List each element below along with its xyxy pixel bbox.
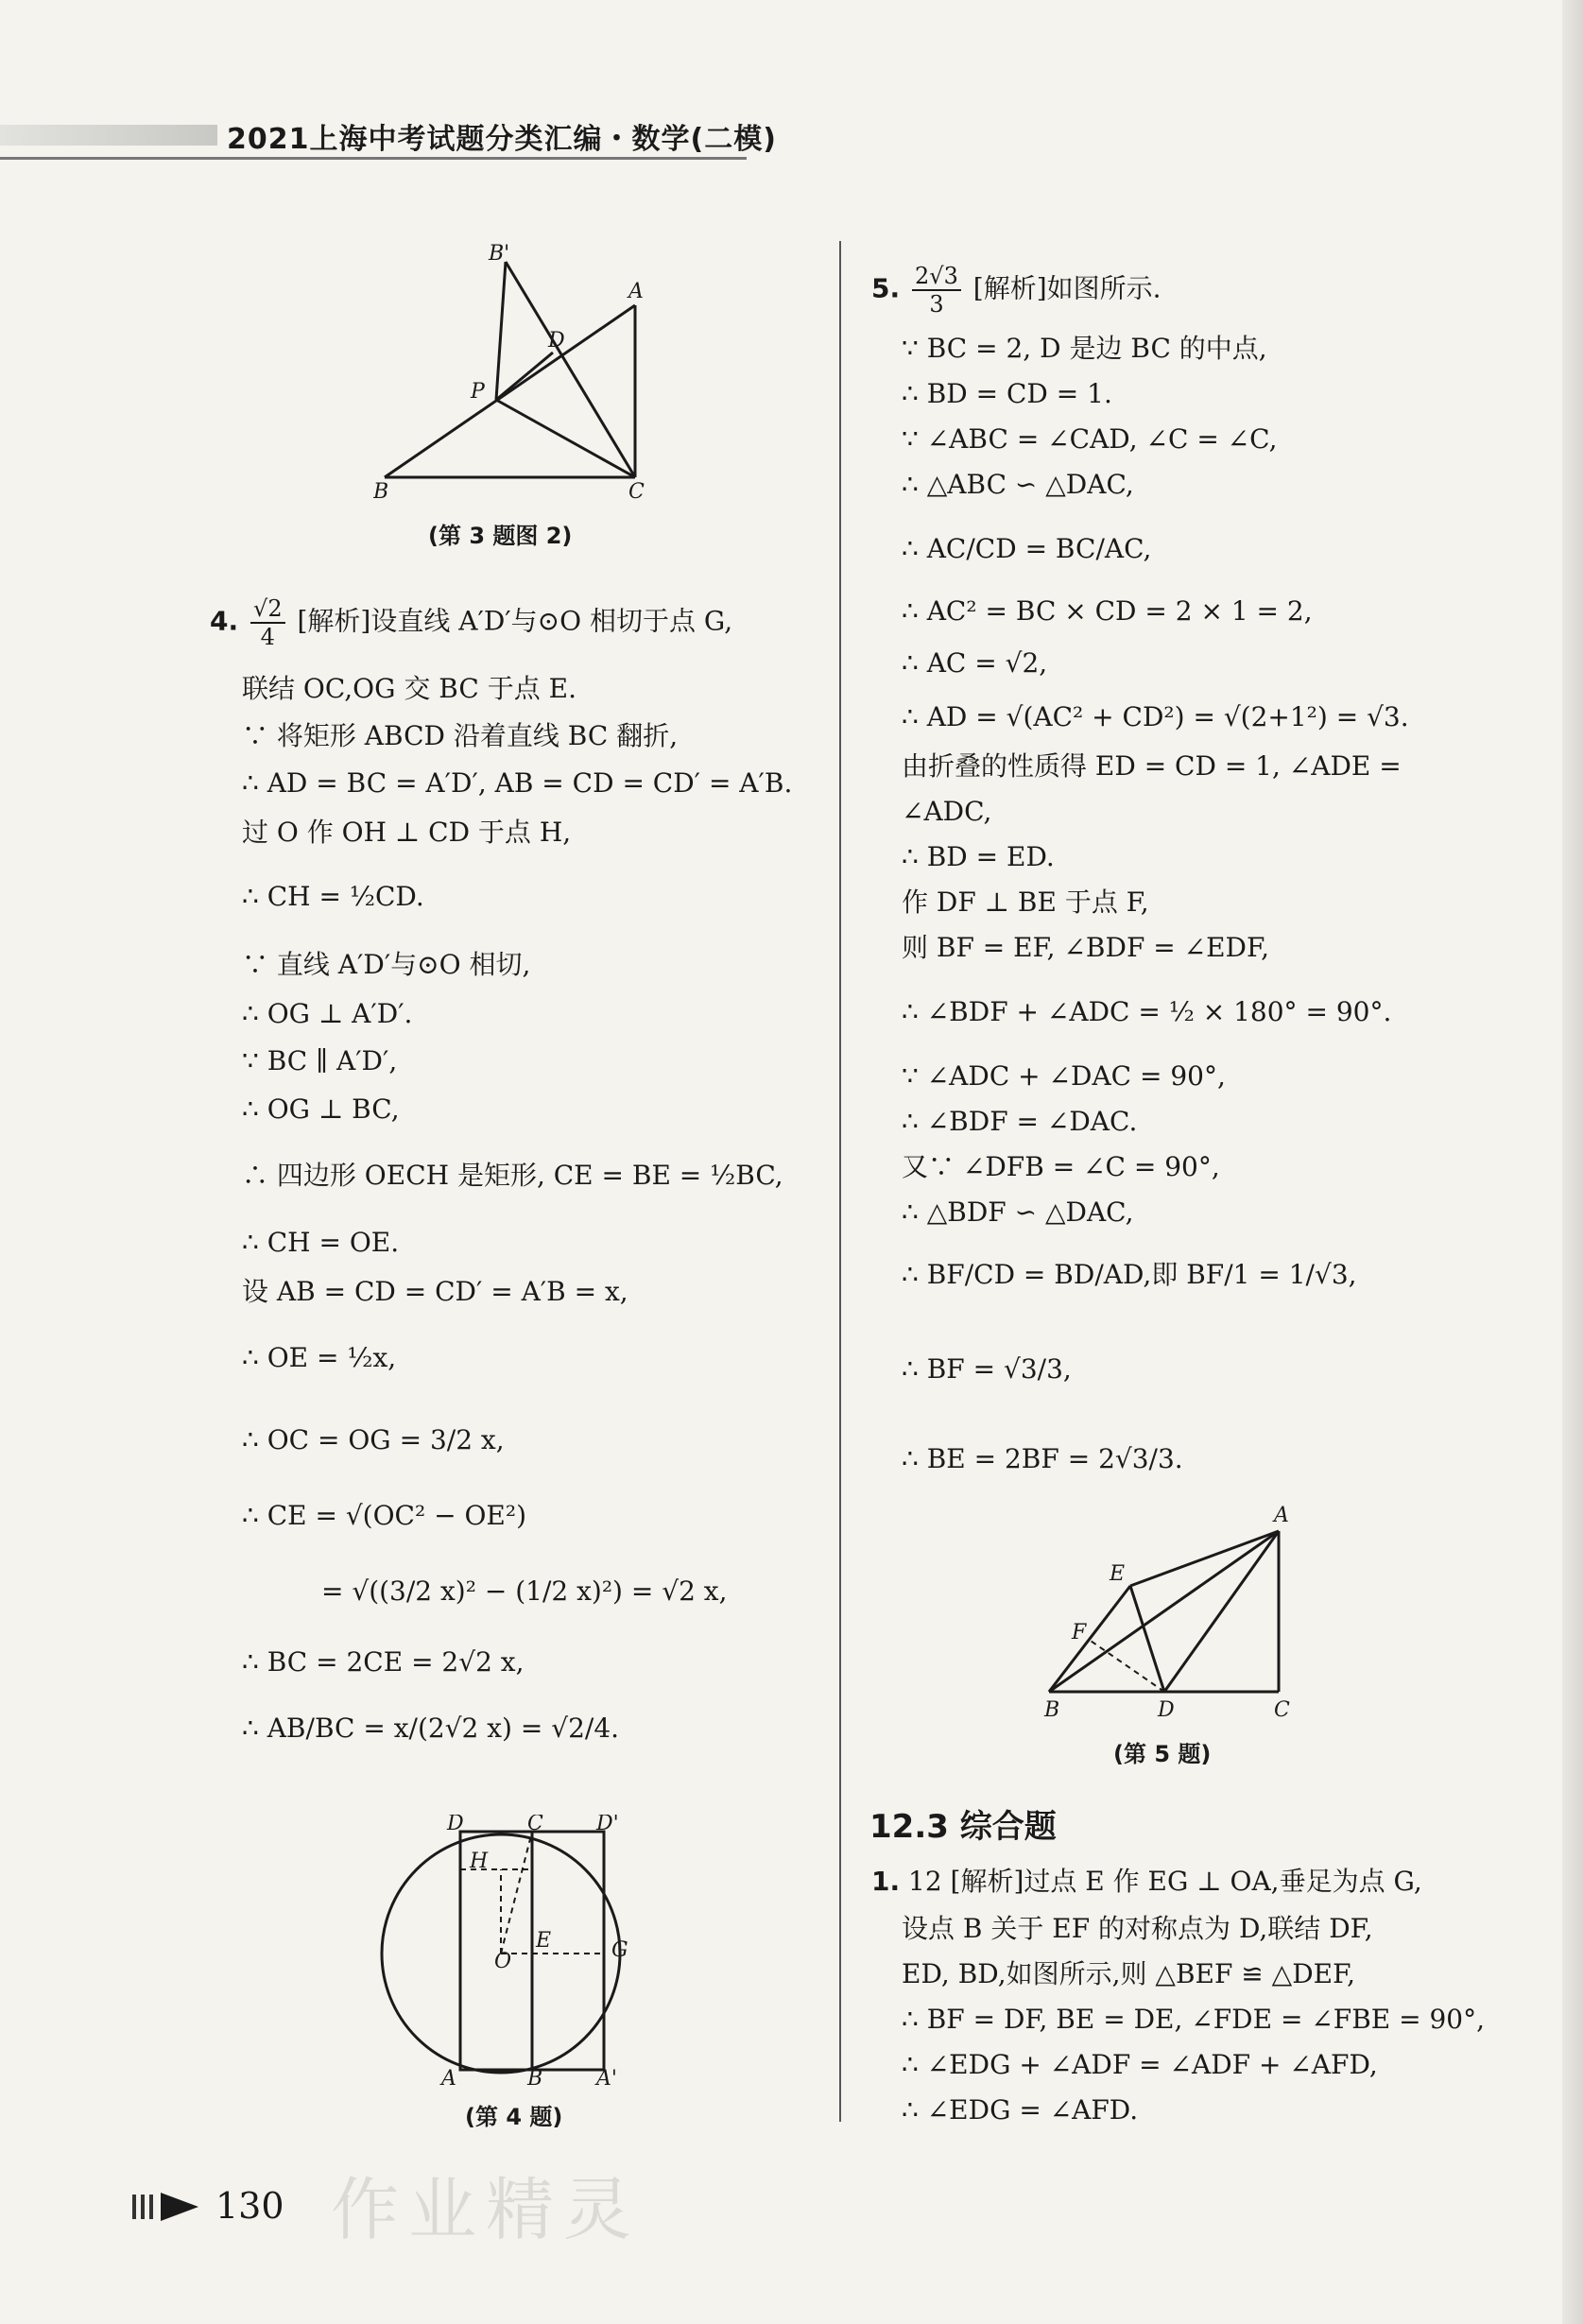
fig3-label-d: D [548, 329, 565, 353]
q4-line-5: ∴ CH = ½CD. [242, 881, 424, 912]
fig4-label-h: H [470, 1850, 489, 1873]
watermark-text: 作业精灵 [331, 2170, 642, 2249]
q5-line-20: ∴ BF = √3/3, [902, 1353, 1072, 1385]
q4-line-10: ∴ 四边形 OECH 是矩形, CE = BE = ½BC, [242, 1160, 783, 1191]
fig3-label-b: B [373, 480, 389, 504]
figure-3-diagram [373, 241, 657, 506]
fig4-label-o: O [494, 1950, 512, 1973]
q5-line-21: ∴ BE = 2BF = 2√3/3. [902, 1443, 1183, 1474]
q4-line-2: ∵ 将矩形 ABCD 沿着直线 BC 翻折, [242, 720, 679, 751]
q5-line-9: 由折叠的性质得 ED = CD = 1, ∠ADE = [902, 750, 1402, 782]
q4-answer-den: 4 [260, 624, 275, 650]
q5-line-3: ∵ ∠ABC = ∠CAD, ∠C = ∠C, [902, 423, 1278, 455]
fig4-label-d: D [447, 1815, 464, 1835]
q5-line-6: ∴ AC² = BC × CD = 2 × 1 = 2, [902, 595, 1313, 627]
q4-header [210, 595, 732, 650]
q4-line-6: ∵ 直线 A′D′与⊙O 相切, [242, 949, 531, 980]
q5-line-14: ∴ ∠BDF + ∠ADC = ½ × 180° = 90°. [902, 996, 1392, 1027]
q4-line-0: [解析]设直线 A′D′与⊙O 相切于点 G, [297, 605, 733, 637]
fig5-label-f: F [1072, 1621, 1087, 1644]
fig4-label-c: C [527, 1815, 543, 1835]
q4-line-11: ∴ CH = OE. [242, 1227, 400, 1258]
page-edge-shadow [1562, 0, 1583, 2324]
q1-line-4: ∴ ∠EDG + ∠ADF = ∠ADF + ∠AFD, [902, 2049, 1378, 2080]
fig3-label-b-prime: B' [489, 242, 510, 266]
q5-line-0: [解析]如图所示. [972, 272, 1161, 304]
page-header-title: 2021上海中考试题分类汇编・数学(二模) [227, 123, 777, 156]
q5-header [871, 263, 1161, 318]
q5-line-11: ∴ BD = ED. [902, 841, 1055, 872]
q5-line-18: ∴ △BDF ∽ △DAC, [902, 1196, 1134, 1228]
q5-answer [912, 263, 961, 318]
fig3-label-c: C [628, 480, 645, 504]
q4-line-8: ∵ BC ∥ A′D′, [242, 1045, 398, 1076]
q4-line-15: ∴ CE = √(OC² − OE²) [242, 1500, 527, 1531]
q5-line-2: ∴ BD = CD = 1. [902, 378, 1112, 409]
q5-line-17: 又∵ ∠DFB = ∠C = 90°, [902, 1151, 1220, 1182]
q1-line-5: ∴ ∠EDG = ∠AFD. [902, 2094, 1139, 2126]
fig4-label-g: G [611, 1938, 628, 1962]
q1-line-1: 设点 B 关于 EF 的对称点为 D,联结 DF, [902, 1913, 1373, 1944]
fig5-label-d: D [1158, 1698, 1175, 1722]
column-divider [839, 241, 841, 2122]
q5-line-16: ∴ ∠BDF = ∠DAC. [902, 1106, 1138, 1137]
q4-line-3: ∴ AD = BC = A′D′, AB = CD = CD′ = A′B. [242, 767, 793, 799]
q4-line-18: ∴ AB/BC = x/(2√2 x) = √2/4. [242, 1713, 620, 1744]
fig4-label-e: E [536, 1929, 552, 1953]
q4-line-7: ∴ OG ⊥ A′D′. [242, 998, 413, 1029]
q5-line-13: 则 BF = EF, ∠BDF = ∠EDF, [902, 932, 1269, 963]
q1-number: 1. [871, 1866, 901, 1897]
fig5-label-e: E [1110, 1562, 1126, 1586]
q4-line-1: 联结 OC,OG 交 BC 于点 E. [242, 673, 576, 704]
q4-answer [250, 595, 285, 650]
figure-3-caption: (第 3 题图 2) [428, 523, 573, 549]
header-rule [0, 157, 747, 160]
fig3-label-a: A [628, 280, 644, 303]
q5-line-5: ∴ AC/CD = BC/AC, [902, 533, 1152, 564]
q1-line-2: ED, BD,如图所示,则 △BEF ≌ △DEF, [902, 1958, 1356, 1989]
q4-number: 4. [210, 605, 239, 637]
q5-line-15: ∵ ∠ADC + ∠DAC = 90°, [902, 1060, 1226, 1092]
q5-line-12: 作 DF ⊥ BE 于点 F, [902, 887, 1149, 918]
q5-line-8: ∴ AD = √(AC² + CD²) = √(2+1²) = √3. [902, 701, 1409, 732]
figure-5-caption: (第 5 题) [1113, 1741, 1212, 1767]
q5-line-1: ∵ BC = 2, D 是边 BC 的中点, [902, 333, 1267, 364]
q5-line-19: ∴ BF/CD = BD/AD,即 BF/1 = 1/√3, [902, 1259, 1357, 1290]
q5-line-7: ∴ AC = √2, [902, 647, 1048, 679]
header-decor-bar [0, 125, 217, 146]
q1-line-3: ∴ BF = DF, BE = DE, ∠FDE = ∠FBE = 90°, [902, 2004, 1485, 2035]
q5-line-10: ∠ADC, [902, 796, 992, 827]
q4-line-12: 设 AB = CD = CD′ = A′B = x, [242, 1276, 628, 1307]
fig5-label-b: B [1044, 1698, 1060, 1722]
figure-4-diagram [373, 1815, 657, 2089]
fig4-label-a: A [441, 2067, 456, 2089]
q4-line-4: 过 O 作 OH ⊥ CD 于点 H, [242, 817, 572, 848]
section-heading: 12.3 综合题 [869, 1808, 1057, 1846]
fig3-label-p: P [471, 380, 485, 404]
fig4-label-b: B [527, 2067, 543, 2089]
q5-answer-num: 2√3 [912, 263, 961, 291]
q5-answer-den: 3 [929, 291, 944, 318]
figure-5-diagram [1030, 1503, 1304, 1730]
fig5-label-c: C [1274, 1698, 1290, 1722]
q4-line-9: ∴ OG ⊥ BC, [242, 1093, 400, 1125]
page-marker-icon [132, 2191, 203, 2223]
q5-line-4: ∴ △ABC ∽ △DAC, [902, 469, 1134, 500]
q5-number: 5. [871, 272, 901, 304]
q4-line-14: ∴ OC = OG = 3/2 x, [242, 1424, 505, 1455]
q4-line-17: ∴ BC = 2CE = 2√2 x, [242, 1646, 525, 1678]
q1-line-0: 12 [解析]过点 E 作 EG ⊥ OA,垂足为点 G, [908, 1866, 1422, 1897]
q4-line-13: ∴ OE = ½x, [242, 1342, 397, 1373]
q4-line-16: = √((3/2 x)² − (1/2 x)²) = √2 x, [321, 1575, 728, 1607]
fig4-label-a-prime: A' [596, 2067, 617, 2089]
fig5-label-a: A [1274, 1504, 1289, 1527]
q1-header [871, 1864, 1422, 1900]
page-number: 130 [215, 2185, 284, 2227]
figure-4-caption: (第 4 题) [465, 2104, 563, 2130]
fig4-label-d-prime: D' [596, 1815, 619, 1835]
q4-answer-num: √2 [250, 595, 285, 624]
